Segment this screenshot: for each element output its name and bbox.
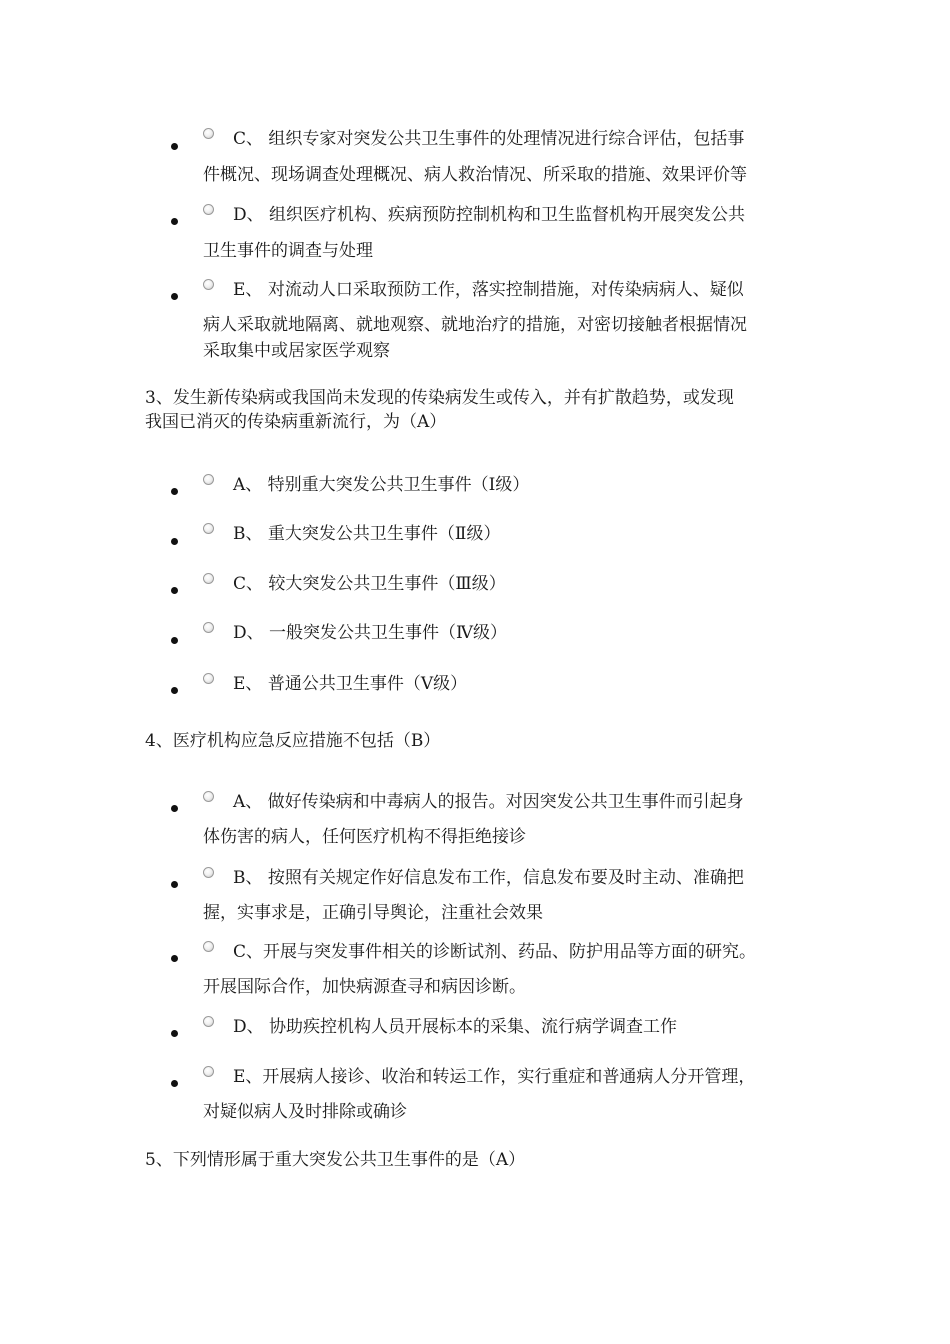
- option-text: A、 做好传染病和中毒病人的报告。对因突发公共卫生事件而引起身: [233, 792, 744, 812]
- bullet-icon: [171, 538, 178, 545]
- option-text: 体伤害的病人，任何医疗机构不得拒绝接诊: [203, 827, 526, 847]
- option-text: 对疑似病人及时排除或确诊: [203, 1102, 407, 1122]
- option-text: B、 重大突发公共卫生事件（Ⅱ级）: [233, 524, 501, 544]
- option-text: 握，实事求是，正确引导舆论，注重社会效果: [203, 903, 543, 923]
- option-text: C、 组织专家对突发公共卫生事件的处理情况进行综合评估，包括事: [233, 129, 745, 149]
- option-text: 病人采取就地隔离、就地观察、就地治疗的措施，对密切接触者根据情况: [203, 315, 747, 335]
- bullet-icon: [171, 881, 178, 888]
- radio-button[interactable]: [203, 128, 214, 139]
- radio-button[interactable]: [203, 673, 214, 684]
- radio-button[interactable]: [203, 523, 214, 534]
- radio-button[interactable]: [203, 867, 214, 878]
- question-text: 4、医疗机构应急反应措施不包括（B）: [145, 731, 441, 751]
- bullet-icon: [171, 637, 178, 644]
- bullet-icon: [171, 687, 178, 694]
- option-text: D、 一般突发公共卫生事件（Ⅳ级）: [233, 623, 508, 643]
- option-text: E、开展病人接诊、收治和转运工作，实行重症和普通病人分开管理，: [233, 1067, 756, 1087]
- option-text: E、 对流动人口采取预防工作，落实控制措施，对传染病病人、疑似: [233, 280, 744, 300]
- option-text: B、 按照有关规定作好信息发布工作，信息发布要及时主动、准确把: [233, 868, 744, 888]
- bullet-icon: [171, 488, 178, 495]
- question-text: 3、发生新传染病或我国尚未发现的传染病发生或传入，并有扩散趋势，或发现: [145, 388, 734, 408]
- option-text: 卫生事件的调查与处理: [203, 241, 373, 261]
- radio-button[interactable]: [203, 573, 214, 584]
- radio-button[interactable]: [203, 1066, 214, 1077]
- bullet-icon: [171, 955, 178, 962]
- radio-button[interactable]: [203, 622, 214, 633]
- bullet-icon: [171, 1080, 178, 1087]
- radio-button[interactable]: [203, 791, 214, 802]
- option-text: 件概况、现场调查处理概况、病人救治情况、所采取的措施、效果评价等: [203, 165, 747, 185]
- option-text: 采取集中或居家医学观察: [203, 341, 390, 361]
- option-text: D、 组织医疗机构、疾病预防控制机构和卫生监督机构开展突发公共: [233, 205, 746, 225]
- option-text: C、 较大突发公共卫生事件（Ⅲ级）: [233, 574, 506, 594]
- radio-button[interactable]: [203, 941, 214, 952]
- radio-button[interactable]: [203, 279, 214, 290]
- bullet-icon: [171, 805, 178, 812]
- bullet-icon: [171, 1030, 178, 1037]
- question-text: 5、下列情形属于重大突发公共卫生事件的是（A）: [145, 1150, 526, 1170]
- radio-button[interactable]: [203, 1016, 214, 1027]
- bullet-icon: [171, 218, 178, 225]
- option-text: E、 普通公共卫生事件（Ⅴ级）: [233, 674, 468, 694]
- option-text: D、 协助疾控机构人员开展标本的采集、流行病学调查工作: [233, 1017, 678, 1037]
- option-text: 开展国际合作，加快病源查寻和病因诊断。: [203, 977, 526, 997]
- option-text: A、 特别重大突发公共卫生事件（Ⅰ级）: [233, 475, 530, 495]
- bullet-icon: [171, 293, 178, 300]
- option-text: C、开展与突发事件相关的诊断试剂、药品、防护用品等方面的研究。: [233, 942, 757, 962]
- bullet-icon: [171, 143, 178, 150]
- radio-button[interactable]: [203, 204, 214, 215]
- question-text: 我国已消灭的传染病重新流行，为（A）: [145, 412, 447, 432]
- bullet-icon: [171, 587, 178, 594]
- radio-button[interactable]: [203, 474, 214, 485]
